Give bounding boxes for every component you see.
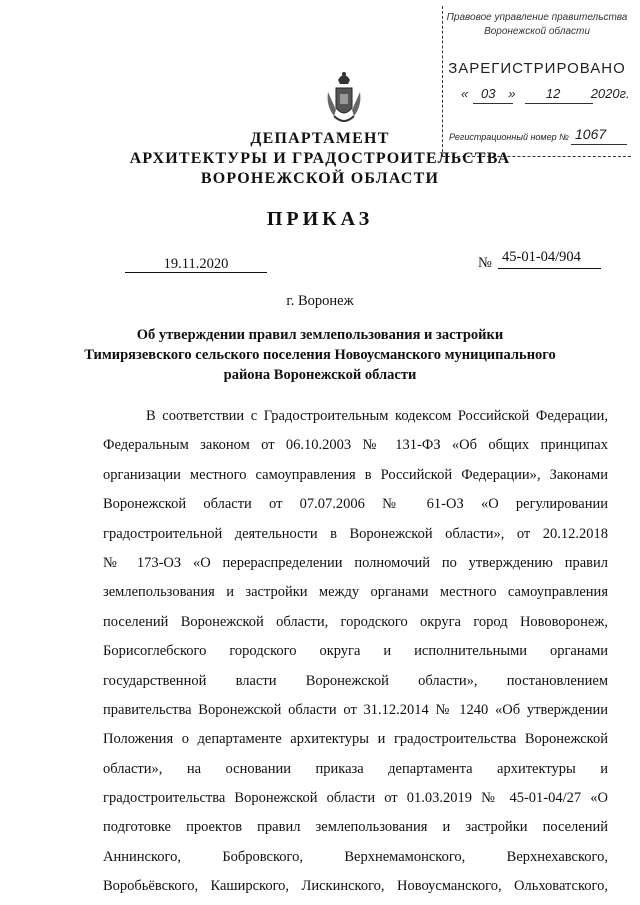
stamp-date-day: 03 <box>481 86 496 101</box>
stamp-date: « 03 » 12 2020г. <box>461 86 630 101</box>
number-sign: № <box>478 255 492 271</box>
date-underline <box>125 272 267 273</box>
subject-line1: Об утверждении правил землепользования и застройки <box>136 327 504 343</box>
body-line: Воробьёвского, Каширского, Лискинского, Новоусманского, Ольховатского, <box>103 878 608 895</box>
body-line: Борисоглебского городского округа и исполнительными органами <box>103 643 608 660</box>
order-subject <box>80 325 560 385</box>
stamp-number-label: Регистрационный номер № <box>449 132 569 142</box>
body-line: поселений Воронежской области, городского округа город Нововоронеж, <box>103 613 608 630</box>
subject-line2: Тимирязевского сельского поселения Новоусманского муниципального <box>84 347 556 363</box>
body-line: Федеральным законом от 06.10.2003 № 131-ФЗ «Об общих принципах <box>103 437 608 454</box>
number-underline <box>498 268 601 269</box>
order-body <box>103 402 608 902</box>
body-line: организации местного самоуправления в Российской Федерации», Законами <box>103 466 608 483</box>
body-line: Аннинского, Бобровского, Верхнемамонского, Верхнехавского, <box>103 848 608 865</box>
stamp-month-underline <box>525 103 593 104</box>
body-line: землепользования и застройки между органами местного самоуправления <box>103 584 608 601</box>
body-line: области», на основании приказа департамента архитектуры и <box>103 760 608 777</box>
body-line: В соответствии с Градостроительным кодексом Российской Федерации, <box>146 408 608 424</box>
stamp-date-month: 12 <box>545 86 561 101</box>
stamp-registered: ЗАРЕГИСТРИРОВАНО <box>448 60 626 77</box>
dept-header-line3: ВОРОНЕЖСКОЙ ОБЛАСТИ <box>200 170 440 187</box>
body-line: Воронежской области от 07.07.2006 № 61-ОЗ «О регулировании <box>103 496 608 513</box>
body-line: подготовке проектов правил землепользования и застройки поселений <box>103 819 608 836</box>
stamp-date-year: 2020г. <box>590 86 630 101</box>
stamp-org-line1: Правовое управление правительства <box>446 12 628 23</box>
subject-line3: района Воронежской области <box>223 367 417 383</box>
body-line: государственной власти Воронежской области», постановлением <box>103 672 608 689</box>
dept-header-line1: ДЕПАРТАМЕНТ <box>250 130 390 147</box>
body-line: № 173-ОЗ «О перераспределении полномочий по утверждению правил <box>103 554 608 571</box>
dept-header-line2: АРХИТЕКТУРЫ И ГРАДОСТРОИТЕЛЬСТВА <box>129 150 511 167</box>
stamp-day-underline <box>473 103 513 104</box>
order-date: 19.11.2020 <box>163 256 229 272</box>
body-line: градостроительства Воронежской области от 01.03.2019 № 45-01-04/27 «О <box>103 790 608 807</box>
stamp-org-line2: Воронежской области <box>484 26 590 37</box>
body-line: правительства Воронежской области от 31.12.2014 № 1240 «Об утверждении <box>103 701 608 718</box>
order-number: 45-01-04/904 <box>502 249 581 265</box>
stamp-number: 1067 <box>575 126 607 142</box>
document-type-title: ПРИКАЗ <box>266 208 374 230</box>
coat-of-arms-icon <box>324 70 364 130</box>
body-line: градостроительной деятельности в Воронежской области», от 20.12.2018 <box>103 525 608 542</box>
city: г. Воронеж <box>286 293 354 309</box>
body-line: Положения о департаменте архитектуры и градостроительства Воронежской <box>103 731 608 748</box>
